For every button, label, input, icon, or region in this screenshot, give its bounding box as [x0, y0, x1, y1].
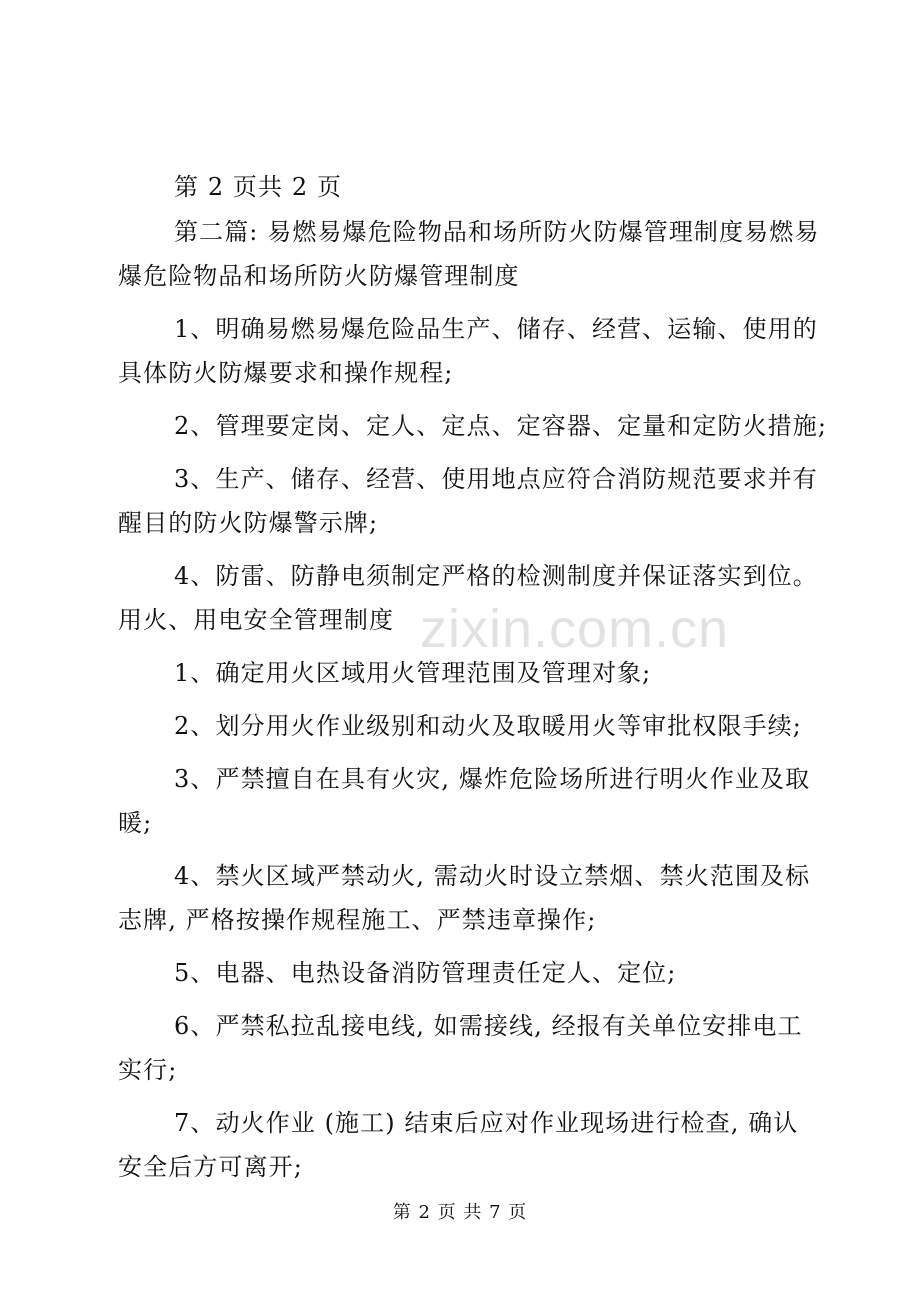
document-line: 具体防火防爆要求和操作规程; — [118, 359, 454, 387]
document-line: 暖; — [118, 809, 153, 837]
document-line: 第 2 页共 2 页 — [174, 173, 343, 201]
document-line: 用火、用电安全管理制度 — [118, 606, 395, 634]
document-line: 6、严禁私拉乱接电线, 如需接线, 经报有关单位安排电工 — [174, 1012, 803, 1040]
page-footer: 第 2 页 共 7 页 — [392, 1202, 528, 1223]
document-line: 实行; — [118, 1056, 178, 1084]
document-line: 醒目的防火防爆警示牌; — [118, 509, 379, 537]
document-line: 第二篇: 易燃易爆危险物品和场所防火防爆管理制度易燃易 — [174, 218, 820, 246]
document-line: 爆危险物品和场所防火防爆管理制度 — [118, 262, 520, 290]
document-line: 2、管理要定岗、定人、定点、定容器、定量和定防火措施; — [174, 412, 828, 440]
document-line: 2、划分用火作业级别和动火及取暖用火等审批权限手续; — [174, 712, 802, 740]
document-line: 3、生产、储存、经营、使用地点应符合消防规范要求并有 — [174, 465, 818, 493]
document-line: 1、明确易燃易爆危险品生产、储存、经营、运输、使用的 — [174, 315, 818, 343]
document-line: 志牌, 严格按操作规程施工、严禁违章操作; — [118, 906, 597, 934]
document-line: 5、电器、电热设备消防管理责任定人、定位; — [174, 959, 677, 987]
document-line: 3、严禁擅自在具有火灾, 爆炸危险场所进行明火作业及取 — [174, 765, 811, 793]
document-line: 4、禁火区域严禁动火, 需动火时设立禁烟、禁火范围及标 — [174, 862, 811, 890]
document-line: 7、动火作业 (施工) 结束后应对作业现场进行检查, 确认 — [174, 1109, 799, 1137]
document-line: 4、防雷、防静电须制定严格的检测制度并保证落实到位。 — [174, 562, 818, 590]
document-line: 安全后方可离开; — [118, 1153, 303, 1181]
watermark: zixin.com.cn — [420, 599, 730, 659]
document-line: 1、确定用火区域用火管理范围及管理对象; — [174, 659, 652, 687]
